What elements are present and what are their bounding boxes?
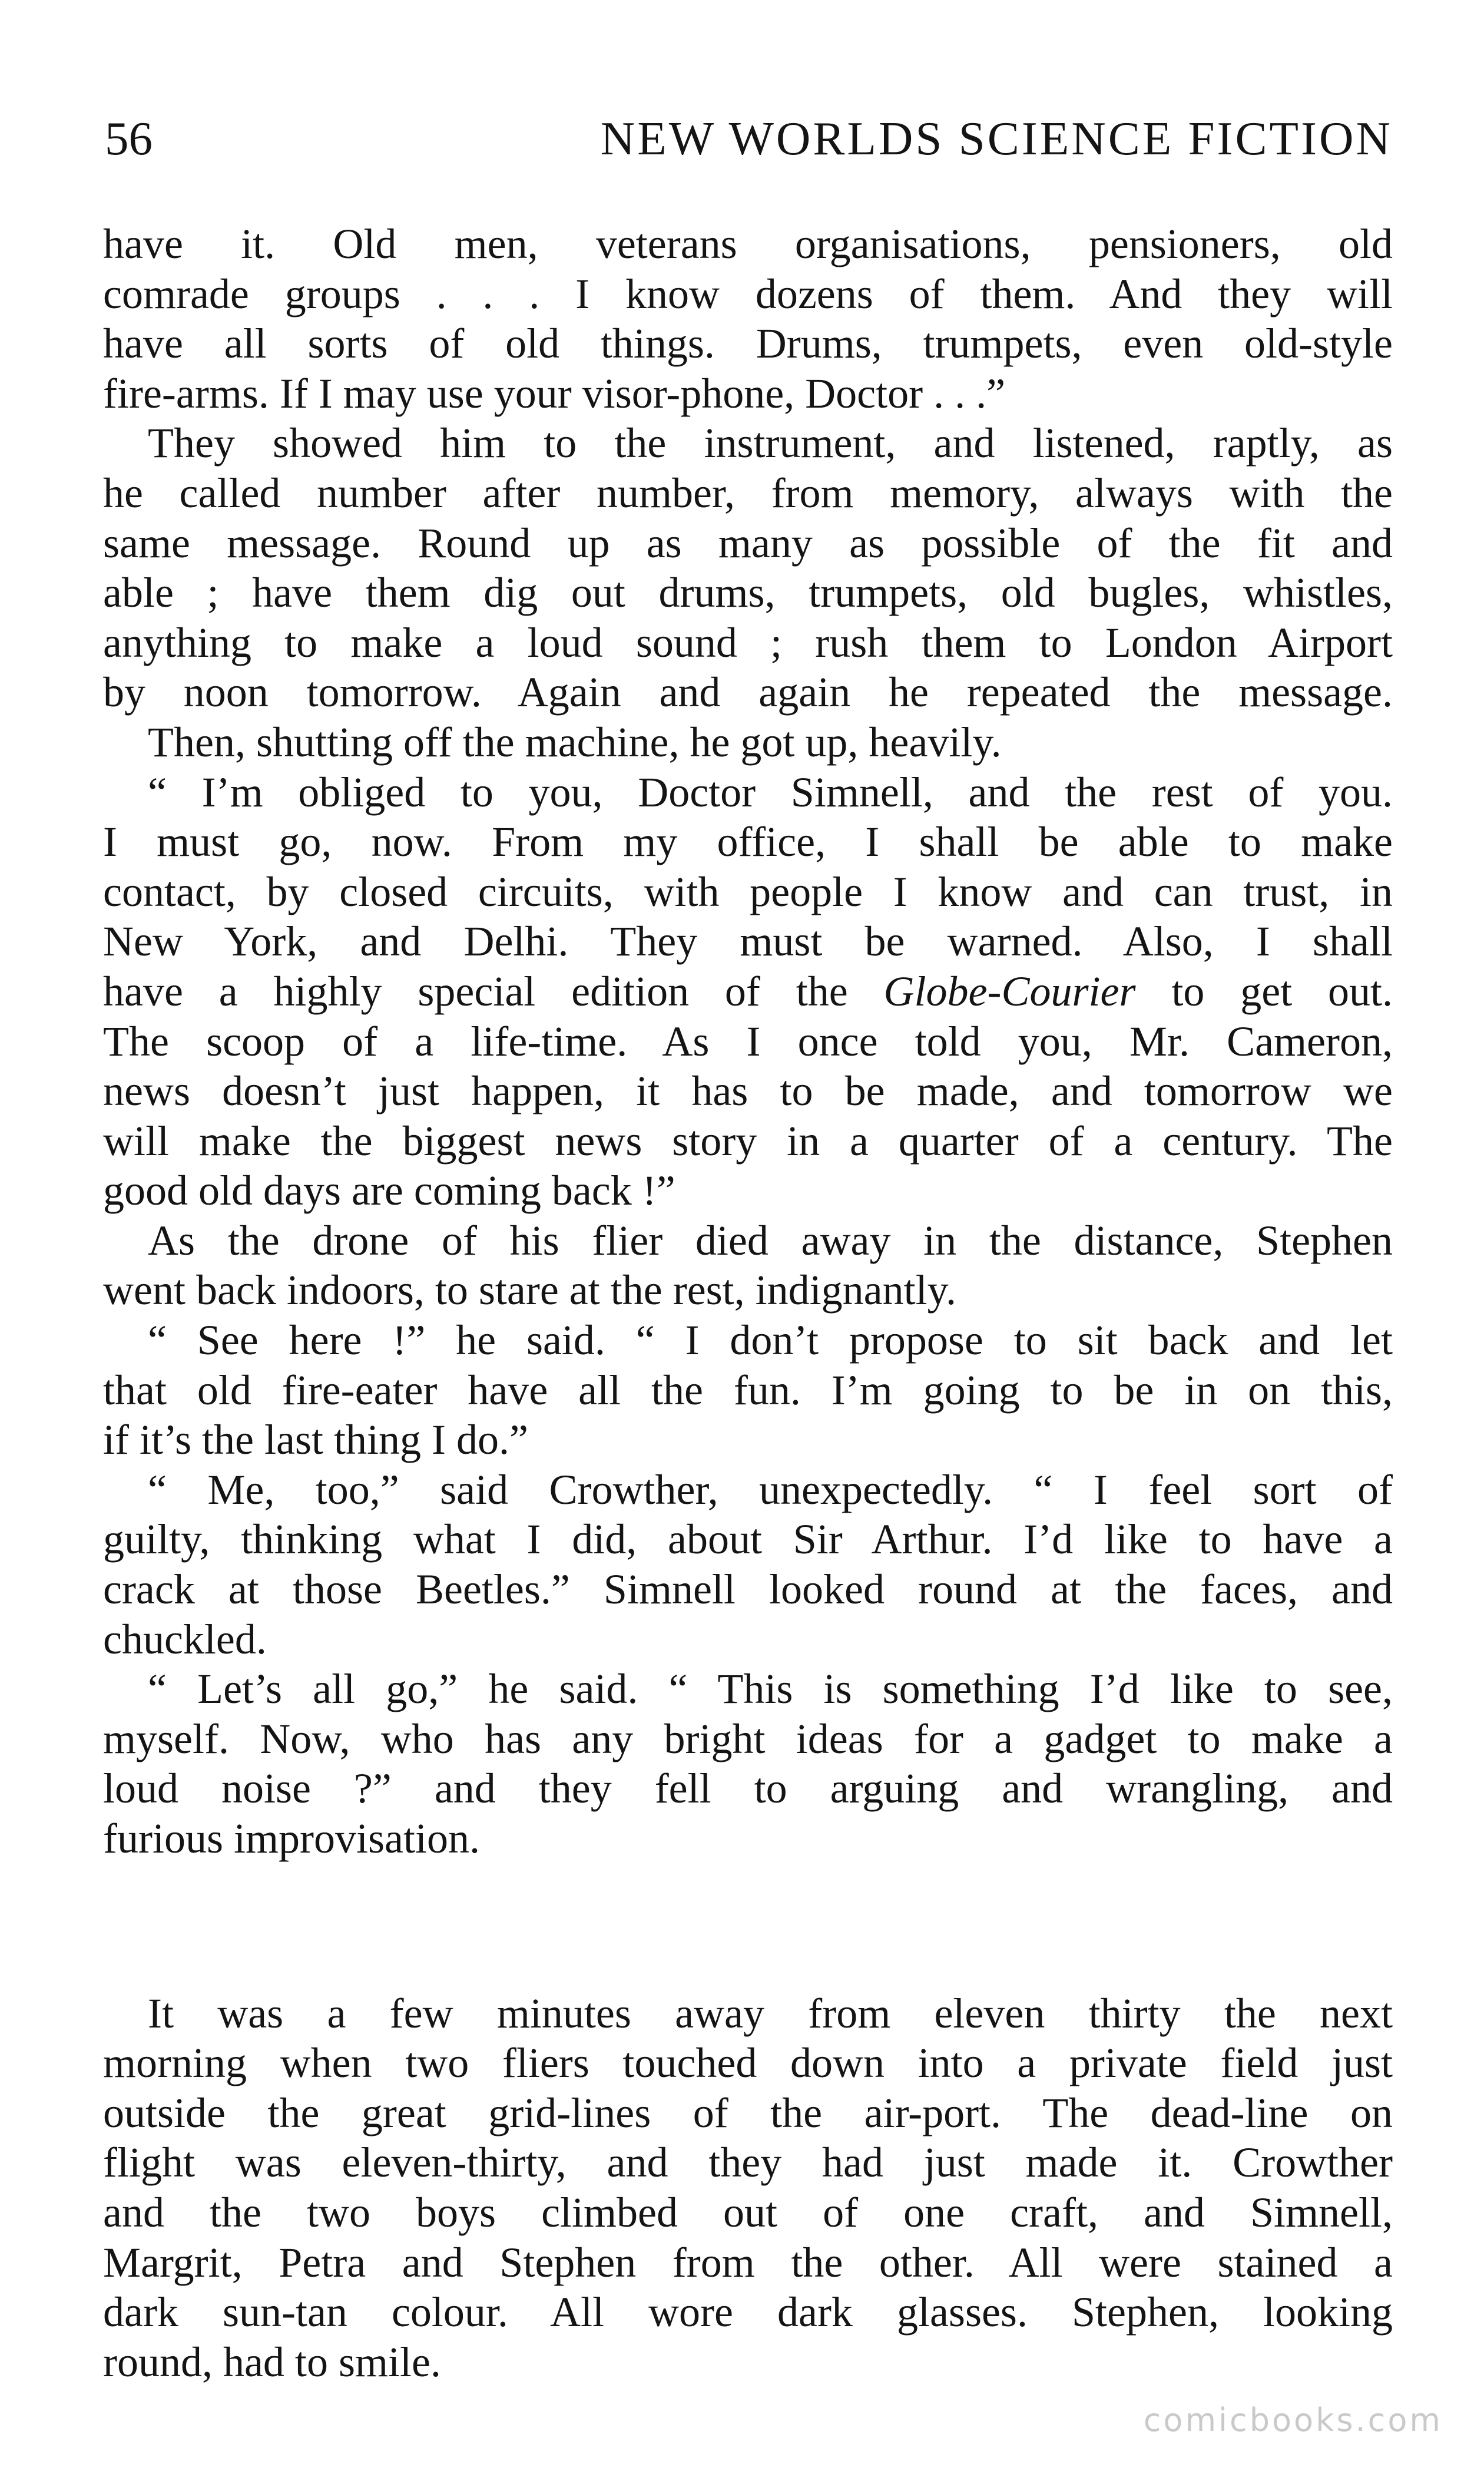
text-line: guilty, thinking what I did, about Sir Arthur. I’d like to have a (103, 1516, 1393, 1563)
paragraph (103, 1989, 1393, 2387)
text-line: Margrit, Petra and Stephen from the other. All were stained a (103, 2238, 1393, 2286)
paragraph (103, 1465, 1393, 1664)
running-title: NEW WORLDS SCIENCE FICTION (600, 112, 1393, 165)
text-line: flight was eleven-thirty, and they had just made it. Crowther (103, 2139, 1393, 2187)
text-fragment: to get out. (1135, 967, 1393, 1015)
text-line: have it. Old men, veterans organisations, pensioners, old (103, 220, 1393, 267)
text-line: comrade groups . . . I know dozens of them. And they will (103, 270, 1393, 317)
paragraph (103, 219, 1393, 418)
text-line: “ Let’s all go,” he said. “ This is something I’d like to see, (148, 1665, 1393, 1713)
text-line: “ Me, too,” said Crowther, unexpectedly. “ I feel sort of (148, 1466, 1393, 1513)
text-line: It was a few minutes away from eleven thirty the next (148, 1989, 1393, 2037)
text-line: chuckled. (103, 1615, 267, 1663)
text-line: outside the great grid-lines of the air-port. The dead-line on (103, 2089, 1393, 2136)
paragraph (103, 717, 1393, 768)
text-line: by noon tomorrow. Again and again he repeated the message. (103, 669, 1393, 716)
paragraph (103, 1664, 1393, 1863)
paragraph (103, 1315, 1393, 1465)
text-line: contact, by closed circuits, with people I know and can trust, in (103, 868, 1393, 915)
text-line: As the drone of his flier died away in the distance, Stephen (148, 1216, 1393, 1264)
text-line: loud noise ?” and they fell to arguing and wrangling, and (103, 1765, 1393, 1812)
text-line: New York, and Delhi. They must be warned. Also, I shall (103, 918, 1393, 965)
text-line: The scoop of a life-time. As I once told you, Mr. Cameron, (103, 1017, 1393, 1065)
text-line: furious improvisation. (103, 1815, 480, 1862)
text-line: able ; have them dig out drums, trumpets, old bugles, whistles, (103, 569, 1393, 617)
text-line: good old days are coming back !” (103, 1167, 675, 1215)
text-line: that old fire-eater have all the fun. I’m going to be in on this, (103, 1366, 1393, 1414)
page-header (105, 112, 1393, 165)
text-line: will make the biggest news story in a quarter of a century. The (103, 1117, 1393, 1165)
paragraph (103, 1216, 1393, 1315)
text-fragment: have a highly special edition of the (103, 967, 884, 1015)
text-line: They showed him to the instrument, and listened, raptly, as (148, 419, 1393, 467)
text-line (103, 967, 1393, 1017)
paragraph (103, 768, 1393, 1216)
body-text (103, 219, 1393, 2387)
text-line: fire-arms. If I may use your visor-phone, Doctor . . .” (103, 369, 1006, 417)
text-line: went back indoors, to stare at the rest, indignantly. (103, 1266, 956, 1314)
text-line: news doesn’t just happen, it has to be made, and tomorrow we (103, 1067, 1393, 1115)
text-line: myself. Now, who has any bright ideas for a gadget to make a (103, 1715, 1393, 1762)
newspaper-title: Globe-Courier (883, 967, 1136, 1015)
text-line: I must go, now. From my office, I shall be able to make (103, 818, 1393, 866)
text-line: dark sun-tan colour. All wore dark glasses. Stephen, looking (103, 2288, 1393, 2336)
text-line: anything to make a loud sound ; rush them to London Airport (103, 618, 1393, 666)
text-line: if it’s the last thing I do.” (103, 1416, 528, 1464)
text-line: he called number after number, from memory, always with the (103, 469, 1393, 517)
text-line: and the two boys climbed out of one craft, and Simnell, (103, 2188, 1393, 2236)
scene-break (103, 1864, 1393, 1989)
text-line: same message. Round up as many as possible of the fit and (103, 519, 1393, 567)
text-line: Then, shutting off the machine, he got up, heavily. (148, 718, 1002, 766)
watermark: comicbooks.com (1143, 2402, 1443, 2439)
paragraph (103, 418, 1393, 717)
text-line: crack at those Beetles.” Simnell looked round at the faces, and (103, 1566, 1393, 1613)
text-line: “ I’m obliged to you, Doctor Simnell, and the rest of you. (148, 768, 1393, 816)
text-line: morning when two fliers touched down into a private field just (103, 2039, 1393, 2087)
text-line: have all sorts of old things. Drums, trumpets, even old-style (103, 320, 1393, 368)
page-number: 56 (105, 112, 153, 165)
text-line: round, had to smile. (103, 2338, 441, 2386)
text-line: “ See here !” he said. “ I don’t propose to sit back and let (148, 1317, 1393, 1364)
